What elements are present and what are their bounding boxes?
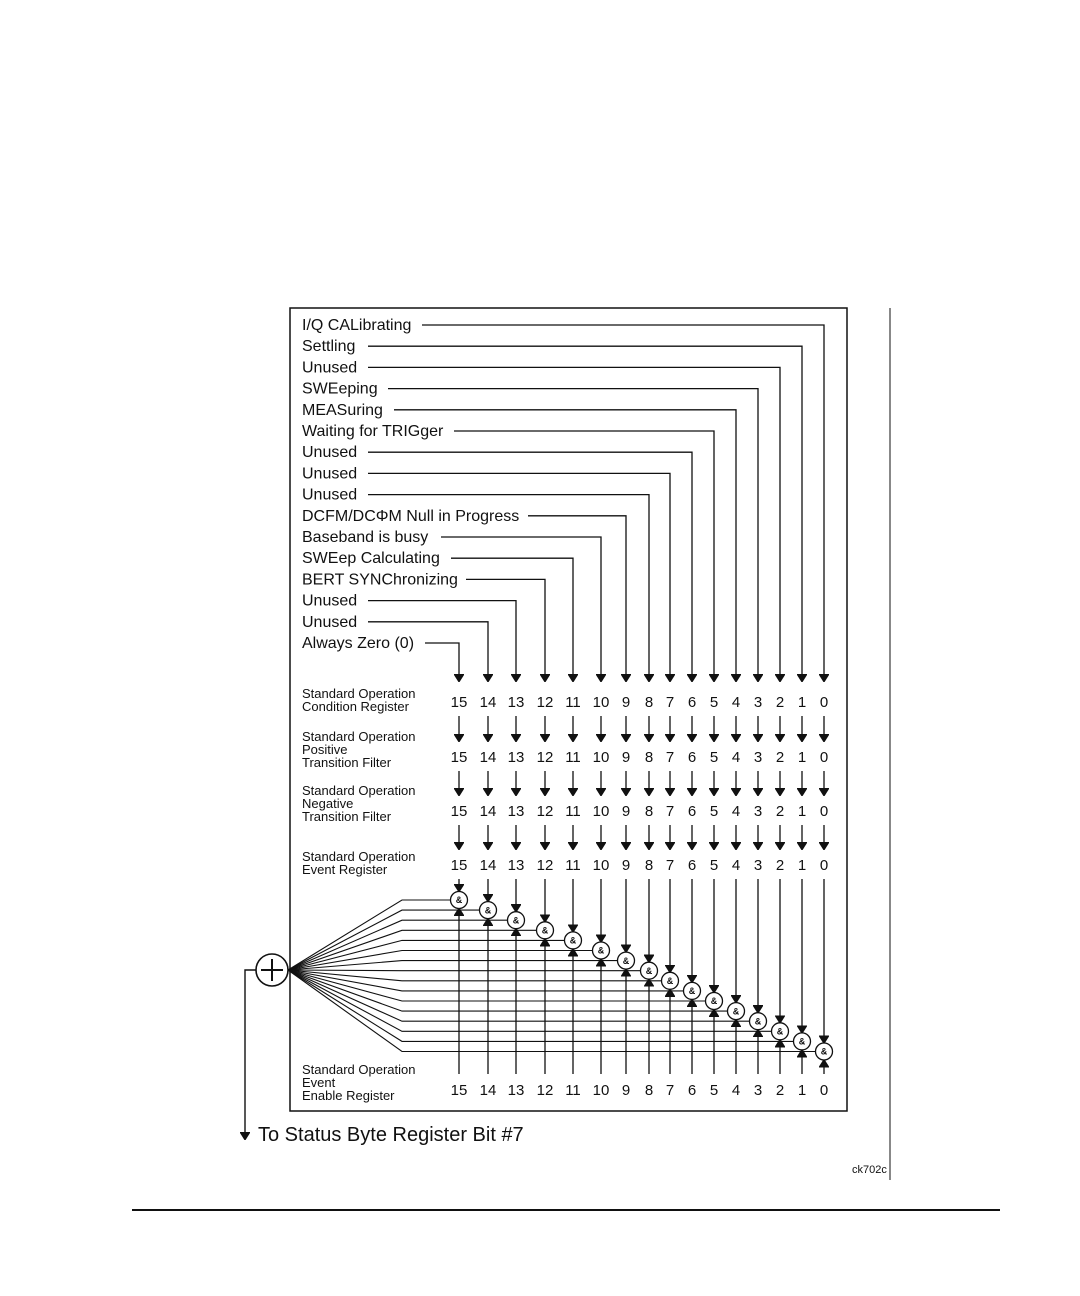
register	[302, 849, 840, 879]
bit-number: 4	[731, 694, 741, 711]
bit-number: 15	[450, 803, 468, 820]
and-symbol: &	[666, 976, 674, 986]
bit-number: 11	[565, 749, 581, 766]
bit-number: 11	[565, 694, 581, 711]
bit-number: 9	[621, 749, 631, 766]
and-symbol: &	[798, 1036, 806, 1047]
bit-number: 9	[621, 803, 631, 820]
bit-number: 4	[731, 1082, 741, 1099]
bit-number: 0	[819, 803, 829, 820]
bit-number: 12	[536, 803, 554, 820]
and-symbol: &	[754, 1016, 762, 1027]
bit-number: 8	[644, 857, 654, 874]
and-symbol: &	[688, 986, 696, 997]
condition-label: I/Q CALibrating	[302, 317, 412, 334]
and-symbol: &	[732, 1006, 740, 1017]
bit-number: 7	[665, 803, 675, 820]
condition-leader-line	[425, 643, 459, 681]
bit-number: 0	[819, 694, 829, 711]
and-symbol: &	[455, 895, 463, 906]
condition-leader-line	[466, 579, 545, 681]
bit-number: 13	[507, 803, 525, 820]
bit-number: 3	[753, 803, 763, 820]
bit-number: 2	[775, 803, 785, 820]
bit-number: 13	[507, 857, 525, 874]
and-symbol: &	[569, 935, 577, 946]
bit-number: 14	[479, 803, 497, 820]
condition-label: DCFM/DCΦM Null in Progress	[302, 507, 520, 525]
condition-label: Settling	[302, 338, 356, 356]
condition-label: Unused	[302, 359, 358, 377]
gate-output-line	[288, 920, 507, 970]
figure-code: ck702c	[852, 1164, 887, 1176]
register-label: Positive	[302, 742, 348, 757]
bit-number: 5	[709, 749, 719, 766]
bit-number: 1	[797, 1082, 807, 1099]
register-label: Condition Register	[302, 699, 409, 714]
register-label: Event Register	[302, 862, 388, 877]
bit-number: 6	[687, 694, 697, 711]
register-label: Transition Filter	[302, 755, 392, 770]
bit-number: 4	[731, 803, 741, 820]
condition-leader-line	[422, 325, 824, 681]
register-label: Standard Operation	[302, 729, 416, 744]
condition-label: Always Zero (0)	[302, 635, 415, 652]
register-label: Standard Operation	[302, 849, 416, 864]
bit-number: 2	[775, 857, 785, 874]
condition-label: MEASuring	[302, 401, 383, 419]
bit-number: 9	[621, 1082, 631, 1099]
condition-label: Unused	[302, 613, 358, 631]
bit-number: 12	[536, 749, 554, 766]
enable-register	[302, 1062, 840, 1104]
condition-label: Unused	[302, 465, 358, 483]
bit-number: 10	[592, 857, 610, 874]
register-label: Negative	[302, 796, 354, 811]
condition-label: Unused	[302, 444, 358, 462]
register	[302, 783, 840, 849]
gate-output-line	[288, 970, 661, 981]
output-arrow	[245, 970, 256, 1139]
bit-number: 8	[644, 694, 654, 711]
condition-label: SWEeping	[302, 380, 378, 398]
bit-number: 0	[819, 1082, 829, 1099]
bit-number: 2	[775, 1082, 785, 1099]
destination-label: To Status Byte Register Bit #7	[258, 1124, 524, 1146]
bit-number: 1	[797, 857, 807, 874]
and-symbol: &	[541, 925, 549, 936]
and-symbol: &	[710, 996, 718, 1007]
bit-number: 13	[507, 1082, 525, 1099]
and-symbol: &	[776, 1026, 784, 1037]
bit-number: 4	[731, 749, 741, 766]
and-gates	[288, 879, 833, 1074]
bit-number: 11	[565, 1082, 581, 1099]
bit-number: 3	[753, 857, 763, 874]
register-label: Standard Operation	[302, 783, 416, 798]
bit-number: 14	[479, 694, 497, 711]
bit-number: 5	[709, 694, 719, 711]
bit-number: 4	[731, 857, 741, 874]
bit-number: 13	[507, 749, 525, 766]
condition-label: BERT SYNChronizing	[302, 571, 458, 589]
bit-number: 2	[775, 694, 785, 711]
bit-number: 6	[687, 857, 697, 874]
bit-number: 8	[644, 1082, 654, 1099]
bit-number: 10	[592, 749, 610, 766]
register-label: Standard Operation	[302, 1062, 416, 1077]
bit-number: 15	[450, 694, 468, 711]
bit-number: 10	[592, 803, 610, 820]
condition-label: SWEep Calculating	[302, 550, 440, 568]
bit-number: 3	[753, 1082, 763, 1099]
bit-number: 12	[536, 857, 554, 874]
bit-number: 2	[775, 749, 785, 766]
bit-number: 15	[450, 857, 468, 874]
bit-number: 0	[819, 857, 829, 874]
bit-number: 13	[507, 694, 525, 711]
bit-number: 5	[709, 857, 719, 874]
bit-number: 1	[797, 694, 807, 711]
bit-number: 8	[644, 749, 654, 766]
bit-number: 7	[665, 1082, 675, 1099]
bit-number: 10	[592, 1082, 610, 1099]
bit-number: 14	[479, 749, 497, 766]
bit-number: 12	[536, 694, 554, 711]
bit-number: 1	[797, 803, 807, 820]
bit-number: 15	[450, 1082, 468, 1099]
and-symbol: &	[512, 915, 520, 926]
or-gate	[245, 954, 288, 1139]
bit-number: 9	[621, 694, 631, 711]
bit-number: 8	[644, 803, 654, 820]
register-label: Event	[302, 1075, 336, 1090]
condition-labels	[302, 317, 824, 681]
register-label: Transition Filter	[302, 809, 392, 824]
register-label: Enable Register	[302, 1088, 395, 1103]
condition-leader-line	[451, 558, 573, 681]
bit-number: 3	[753, 749, 763, 766]
bit-number: 7	[665, 857, 675, 874]
bit-number: 12	[536, 1082, 554, 1099]
bit-number: 5	[709, 1082, 719, 1099]
condition-leader-line	[454, 431, 714, 681]
bit-number: 15	[450, 749, 468, 766]
bit-number: 6	[687, 803, 697, 820]
and-symbol: &	[622, 955, 630, 966]
bit-number: 3	[753, 694, 763, 711]
bit-number: 11	[565, 803, 581, 820]
condition-leader-line	[394, 410, 736, 681]
bit-number: 11	[565, 857, 581, 874]
and-symbol: &	[645, 965, 653, 976]
bit-number: 7	[665, 749, 675, 766]
bit-number: 0	[819, 749, 829, 766]
bit-number: 14	[479, 857, 497, 874]
condition-label: Baseband is busy	[302, 529, 429, 546]
register-label: Standard Operation	[302, 686, 416, 701]
condition-label: Unused	[302, 592, 358, 610]
condition-leader-line	[528, 516, 626, 681]
bit-number: 1	[797, 749, 807, 766]
bit-number: 10	[592, 694, 610, 711]
bit-number: 7	[665, 694, 675, 711]
bit-number: 6	[687, 749, 697, 766]
condition-label: Unused	[302, 486, 358, 504]
bit-number: 5	[709, 803, 719, 820]
and-symbol: &	[597, 945, 605, 956]
condition-label: Waiting for TRIGger	[302, 423, 444, 440]
bit-number: 9	[621, 857, 631, 874]
bit-number: 6	[687, 1082, 697, 1099]
and-symbol: &	[820, 1046, 828, 1057]
bit-number: 14	[479, 1082, 497, 1099]
gate-output-line	[288, 970, 640, 971]
and-symbol: &	[484, 905, 492, 916]
